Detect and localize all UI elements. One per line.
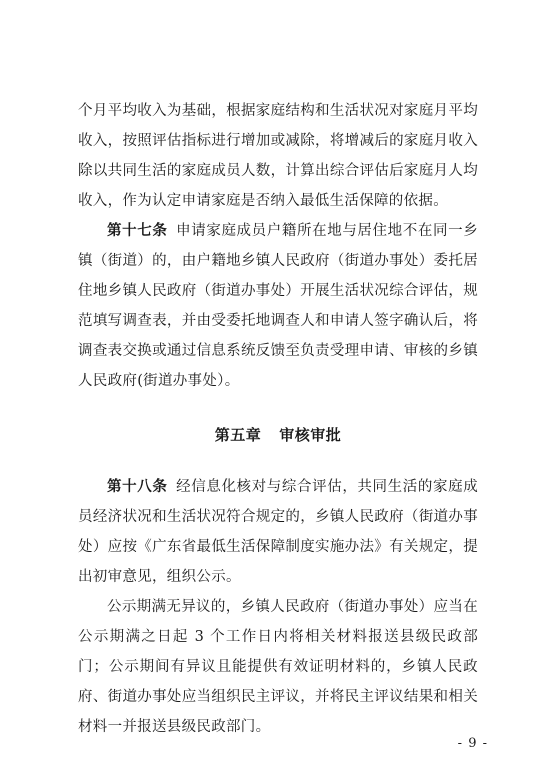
- document-body: [78, 96, 478, 742]
- page-number: - 9 -: [457, 736, 488, 751]
- article-18: [78, 472, 478, 592]
- paragraph-continued: 个月平均收入为基础，根据家庭结构和生活状况对家庭月平均收入，按照评估指标进行增加或减除，将增减后的家庭月收入除以共同生活的家庭成员人数，计算出综合评估后家庭月人均收入，作为认定申请家庭是否纳入最低生活保障的依据。: [78, 103, 478, 209]
- chapter-heading: [78, 420, 478, 450]
- article-17-text: 申请家庭成员户籍所在地与居住地不在同一乡镇（街道）的，由户籍地乡镇人民政府（街道办事处）委托居住地乡镇人民政府（街道办事处）开展生活状况综合评估，规范填写调查表，并由受委托地调查人和申请人签字确认后，将调查表交换或通过信息系统反馈至负责受理申请、审核的乡镇人民政府(街道办事处）。: [78, 223, 478, 389]
- chapter-number: 第五章: [214, 426, 262, 444]
- article-18-text: 经信息化核对与综合评估，共同生活的家庭成员经济状况和生活状况符合规定的，乡镇人民政府（街道办事处）应按《广东省最低生活保障制度实施办法》有关规定，提出初审意见，组织公示。: [78, 479, 478, 585]
- article-17-label: 第十七条: [107, 223, 168, 239]
- paragraph-publicity: 公示期满无异议的，乡镇人民政府（街道办事处）应当在公示期满之日起 3 个工作日内将相关材料报送县级民政部门；公示期间有异议且能提供有效证明材料的，乡镇人民政府、街道办事处应当组织民主评议，并将民主评议结果和相关材料一并报送县级民政部门。: [78, 599, 478, 735]
- article-18-label: 第十八条: [107, 479, 168, 495]
- chapter-title: 审核审批: [279, 426, 342, 444]
- article-17: [78, 216, 478, 396]
